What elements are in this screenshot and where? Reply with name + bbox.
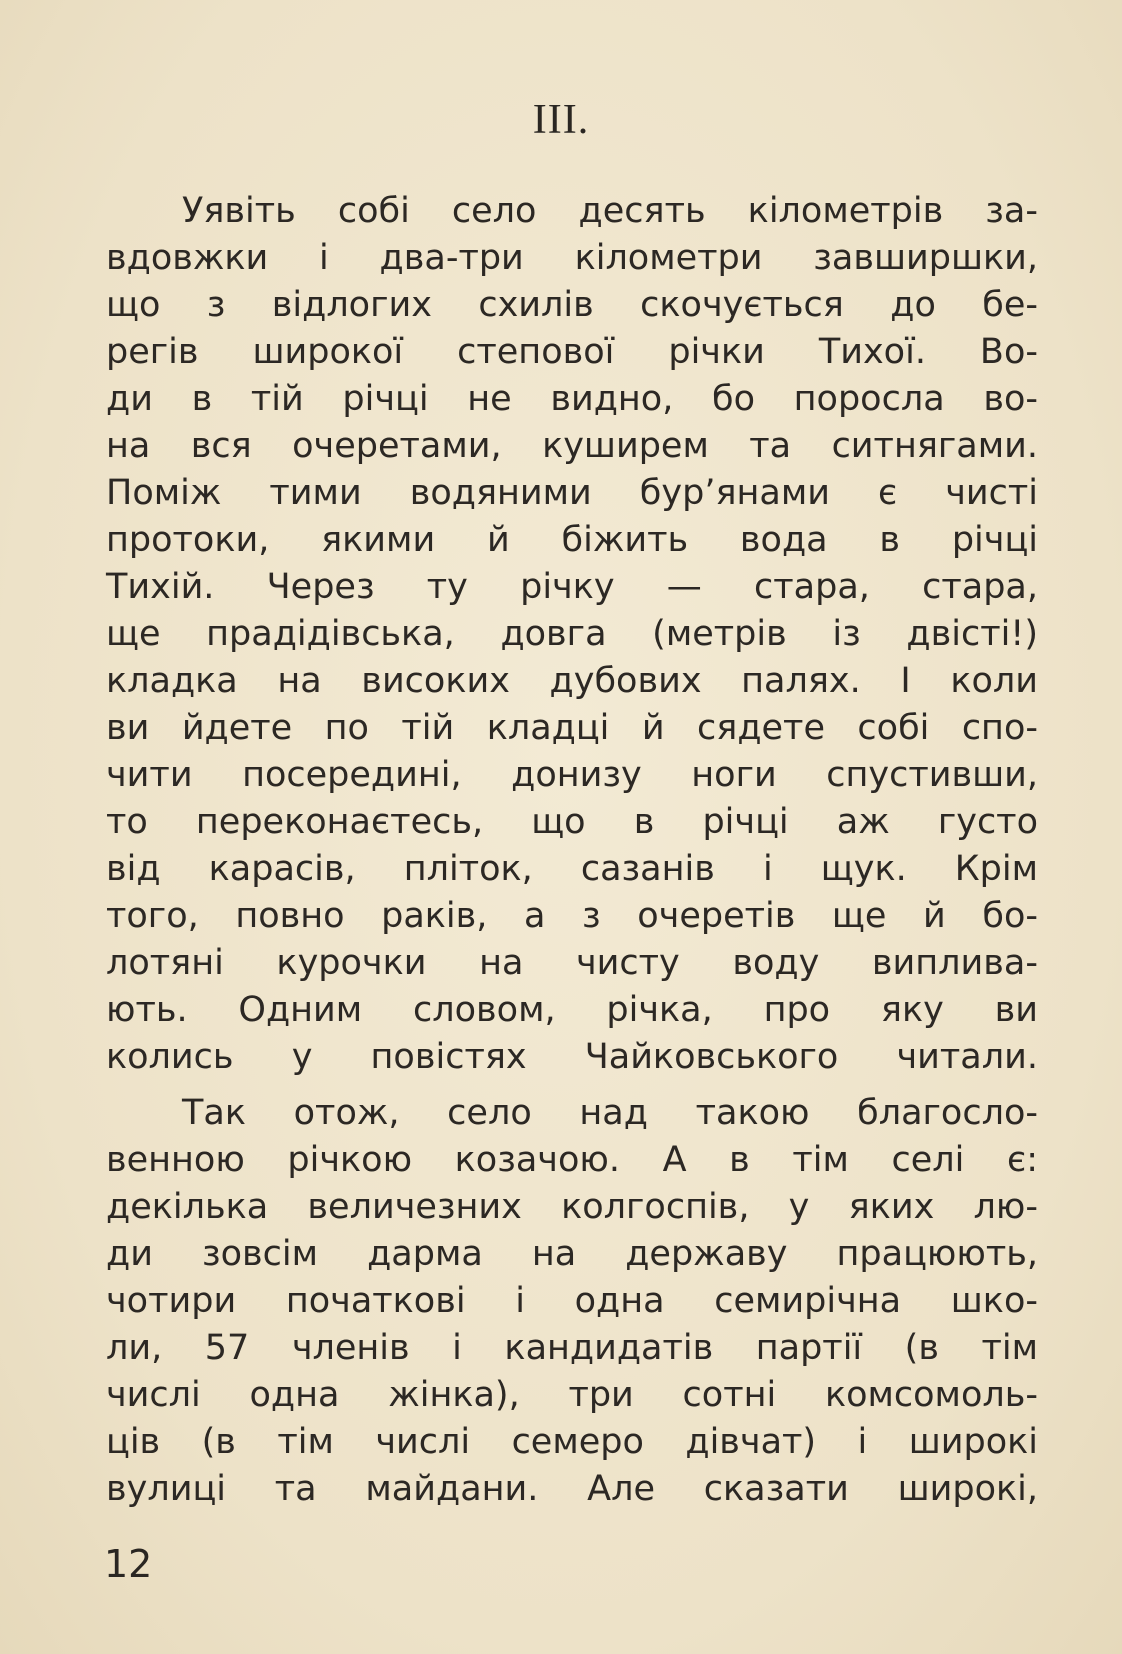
paragraph-2 <box>106 1090 1038 1513</box>
text-line: то переконаєтесь, що в річці аж густо <box>106 802 1038 842</box>
text-line: на вся очеретами, куширем та ситнягами. <box>106 426 1038 466</box>
text-line: Так отож, село над такою благосло- <box>182 1093 1038 1133</box>
text-line: від карасів, пліток, сазанів і щук. Крім <box>106 849 1038 889</box>
text-line: того, повно раків, а з очеретів ще й бо- <box>106 896 1038 936</box>
paragraph-1 <box>106 188 1038 1081</box>
text-line: Тихій. Через ту річку — стара, стара, <box>106 567 1038 607</box>
text-line: вулиці та майдани. Але сказати широкі, <box>106 1469 1038 1509</box>
text-line: ди в тій річці не видно, бо поросла во- <box>106 379 1038 419</box>
text-line: ще прадідівська, довга (метрів із двісті!) <box>106 614 1038 654</box>
text-line: чити посередині, донизу ноги спустивши, <box>106 755 1038 795</box>
text-line: числі одна жінка), три сотні комсомоль- <box>106 1375 1038 1415</box>
text-line: чотири початкові і одна семирічна шко- <box>106 1281 1038 1321</box>
text-line: ди зовсім дарма на державу працюють, <box>106 1234 1038 1274</box>
body-text <box>106 188 1038 1513</box>
text-line: ли, 57 членів і кандидатів партії (в тім <box>106 1328 1038 1368</box>
chapter-heading: III. <box>532 97 590 143</box>
text-line: кладка на високих дубових палях. І коли <box>106 661 1038 701</box>
text-line: вдовжки і два-три кілометри завширшки, <box>106 238 1038 278</box>
text-line: ви йдете по тій кладці й сядете собі спо- <box>106 708 1038 748</box>
text-line: ців (в тім числі семеро дівчат) і широкі <box>106 1422 1038 1462</box>
text-line: ють. Одним словом, річка, про яку ви <box>106 990 1038 1030</box>
text-line: Уявіть собі село десять кілометрів за- <box>182 191 1038 231</box>
text-line: регів широкої степової річки Тихої. Во- <box>106 332 1038 372</box>
text-line: лотяні курочки на чисту воду виплива- <box>106 943 1038 983</box>
text-line: колись у повістях Чайковського читали. <box>106 1037 1038 1077</box>
text-line: венною річкою козачою. А в тім селі є: <box>106 1140 1038 1180</box>
text-line: протоки, якими й біжить вода в річці <box>106 520 1038 560</box>
page-number: 12 <box>104 1542 153 1586</box>
text-line: Поміж тими водяними бур’янами є чисті <box>106 473 1038 513</box>
text-line: декілька величезних колгоспів, у яких лю- <box>106 1187 1038 1227</box>
text-line: що з відлогих схилів скочується до бе- <box>106 285 1038 325</box>
